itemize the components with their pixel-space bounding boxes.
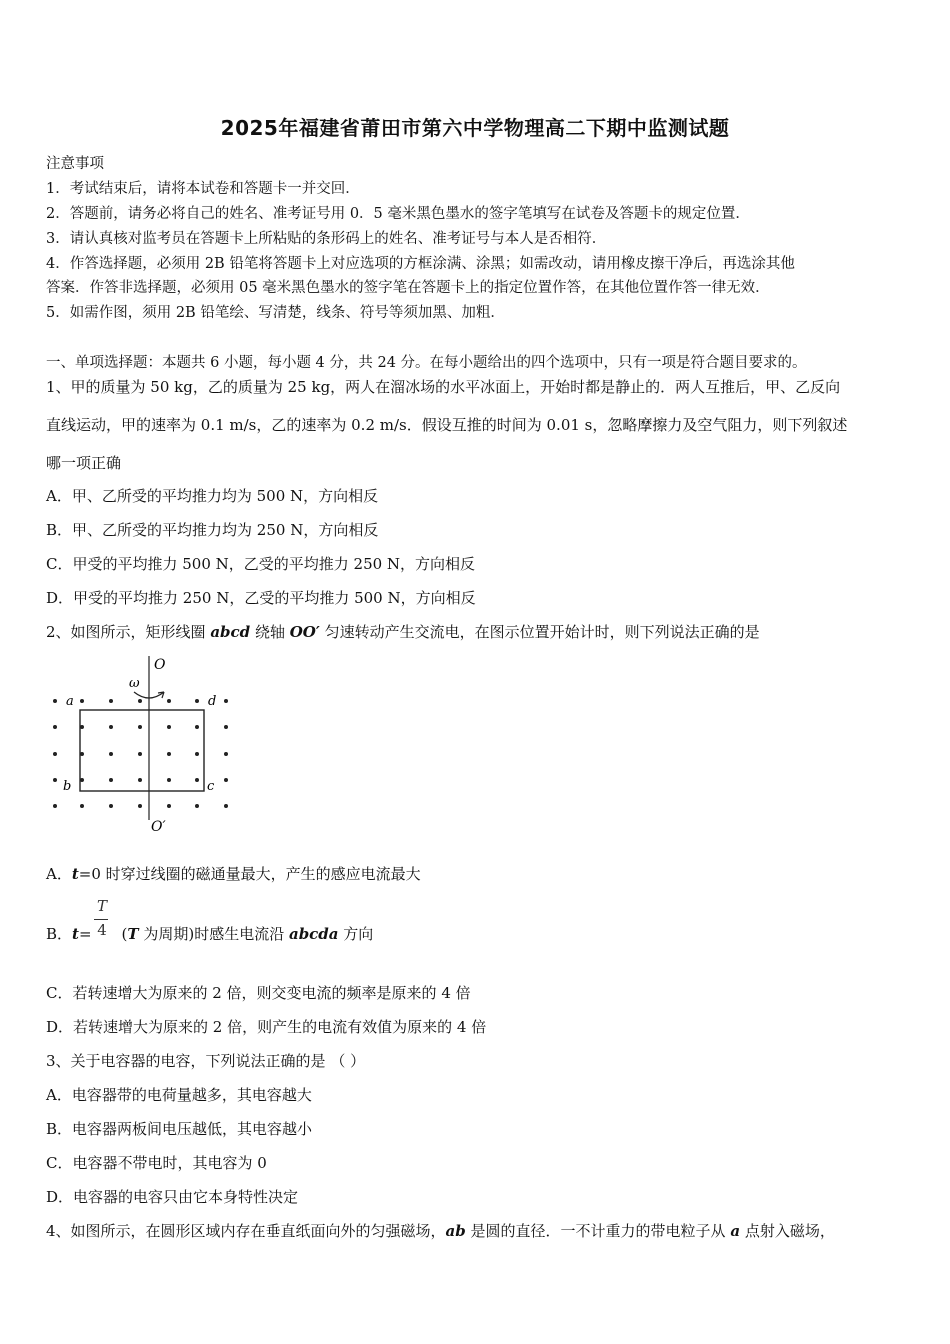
q2-option-a-text: =0 时穿过线圈的磁通量最大，产生的感应电流最大 — [78, 865, 421, 883]
field-dot — [53, 752, 57, 756]
q2-option-c: C．若转速增大为原来的 2 倍，则交变电流的频率是原来的 4 倍 — [46, 984, 471, 1002]
q1-option-b: B．甲、乙所受的平均推力均为 250 N，方向相反 — [46, 521, 379, 539]
field-dot — [167, 804, 171, 808]
q4-diameter-label: ab — [445, 1222, 466, 1240]
field-dot — [195, 804, 199, 808]
field-dot — [53, 804, 57, 808]
label-omega: ω — [129, 676, 140, 691]
q2-option-a — [46, 863, 421, 884]
field-dot — [80, 699, 84, 703]
q3-option-b: B．电容器两板间电压越低，其电容越小 — [46, 1120, 313, 1138]
q1-stem-line-2: 直线运动，甲的速率为 0.1 m/s，乙的速率为 0.2 m/s．假设互推的时间为 0.01 s，忽略摩擦力及空气阻力，则下列叙述 — [46, 416, 848, 434]
notice-item-4: 4．作答选择题，必须用 2B 铅笔将答题卡上对应选项的方框涂满、涂黑；如需改动，请用橡皮擦干净后，再选涂其他 — [46, 256, 795, 272]
field-dot — [109, 778, 113, 782]
q2-axis-label: OO′ — [289, 623, 320, 641]
q2-option-b-mid: 为周期)时感生电流沿 — [138, 925, 289, 943]
field-dot — [224, 752, 228, 756]
q2-option-b-paren: ( — [121, 925, 128, 943]
field-dot — [167, 725, 171, 729]
q2-option-b-prefix: B． — [46, 925, 73, 943]
fraction-denominator: 4 — [97, 921, 107, 939]
field-dot — [80, 804, 84, 808]
field-dot — [138, 699, 142, 703]
q2-option-b-period: T — [127, 925, 139, 943]
q2-option-d: D．若转速增大为原来的 2 倍，则产生的电流有效值为原来的 4 倍 — [46, 1018, 487, 1036]
q2-coil-figure — [46, 652, 242, 840]
q4-point-label: a — [730, 1222, 741, 1240]
label-a: a — [66, 694, 74, 709]
field-dot — [109, 725, 113, 729]
q2-option-b — [46, 923, 373, 944]
field-dot — [138, 778, 142, 782]
label-c: c — [207, 779, 215, 794]
field-dot — [195, 699, 199, 703]
fraction-numerator: T — [96, 897, 107, 915]
fraction-bar — [94, 919, 108, 920]
label-o: O — [154, 657, 166, 673]
field-dot — [167, 752, 171, 756]
q2-option-a-var: t — [71, 865, 79, 883]
q1-option-c: C．甲受的平均推力 500 N，乙受的平均推力 250 N，方向相反 — [46, 555, 476, 573]
field-dot — [138, 725, 142, 729]
label-b: b — [63, 779, 72, 794]
q4-stem-pre: 4、如图所示，在圆形区域内存在垂直纸面向外的匀强磁场， — [46, 1222, 446, 1240]
q2-stem-post: 匀速转动产生交流电，在图示位置开始计时，则下列说法正确的是 — [319, 623, 760, 641]
q3-option-c: C．电容器不带电时，其电容为 0 — [46, 1154, 267, 1172]
field-dot — [224, 699, 228, 703]
q1-option-a: A．甲、乙所受的平均推力均为 500 N，方向相反 — [46, 487, 379, 505]
q2-stem-mid: 绕轴 — [250, 623, 290, 641]
field-dot — [138, 804, 142, 808]
field-dot — [195, 778, 199, 782]
field-dot — [195, 725, 199, 729]
q3-stem: 3、关于电容器的电容，下列说法正确的是 （ ） — [46, 1052, 366, 1070]
notice-item-5: 5．如需作图，须用 2B 铅笔绘、写清楚，线条、符号等须加黑、加粗． — [46, 305, 505, 321]
q2-option-b-var: t — [72, 925, 79, 943]
q2-stem — [46, 621, 760, 642]
q3-option-d: D．电容器的电容只由它本身特性决定 — [46, 1188, 299, 1206]
exam-title: 2025年福建省莆田市第六中学物理高二下期中监测试题 — [220, 116, 730, 140]
notice-heading: 注意事项 — [46, 156, 104, 172]
field-dot — [53, 725, 57, 729]
q2-stem-pre: 2、如图所示，矩形线圈 — [46, 623, 211, 641]
field-dot — [167, 699, 171, 703]
q2-option-b-direction: abcda — [288, 925, 339, 943]
field-dot — [224, 725, 228, 729]
notice-item-4-cont: 答案．作答非选择题，必须用 05 毫米黑色墨水的签字笔在答题卡上的指定位置作答，在其他位置作答一律无效． — [46, 280, 770, 296]
field-dot — [138, 752, 142, 756]
notice-item-1: 1．考试结束后，请将本试卷和答题卡一并交回． — [46, 181, 360, 197]
notice-item-2: 2．答题前，请务必将自己的姓名、准考证号用 0．5 毫米黑色墨水的签字笔填写在试卷及答题卡的规定位置． — [46, 206, 750, 222]
field-dot — [224, 778, 228, 782]
field-dot — [53, 778, 57, 782]
section-heading: 一、单项选择题：本题共 6 小题，每小题 4 分，共 24 分。在每小题给出的四个选项中，只有一项是符合题目要求的。 — [46, 355, 807, 371]
q2-option-b-eq: = — [78, 925, 92, 943]
notice-item-3: 3．请认真核对监考员在答题卡上所粘贴的条形码上的姓名、准考证号与本人是否相符． — [46, 231, 607, 247]
q2-option-b-post: 方向 — [338, 925, 374, 943]
q4-stem-post: 点射入磁场， — [740, 1222, 835, 1240]
field-dot — [109, 804, 113, 808]
label-o-prime: O′ — [151, 819, 166, 835]
field-dot — [109, 699, 113, 703]
q1-option-d: D．甲受的平均推力 250 N，乙受的平均推力 500 N，方向相反 — [46, 589, 476, 607]
field-dot — [109, 752, 113, 756]
field-dot — [53, 699, 57, 703]
q1-stem-line-1: 1、甲的质量为 50 kg，乙的质量为 25 kg，两人在溜冰场的水平冰面上，开始时都是静止的．两人互推后，甲、乙反向 — [46, 378, 841, 396]
label-d: d — [208, 694, 217, 709]
q3-option-a: A．电容器带的电荷量越多，其电容越大 — [46, 1086, 312, 1104]
coil-rectangle — [80, 710, 204, 791]
q2-coil-label: abcd — [210, 623, 251, 641]
q1-stem-line-3: 哪一项正确 — [46, 454, 122, 472]
q4-stem — [46, 1220, 835, 1241]
field-dot — [195, 752, 199, 756]
q4-stem-mid: 是圆的直径．一不计重力的带电粒子从 — [465, 1222, 731, 1240]
field-dot — [224, 804, 228, 808]
field-dot — [167, 778, 171, 782]
q2-option-a-prefix: A． — [46, 865, 72, 883]
